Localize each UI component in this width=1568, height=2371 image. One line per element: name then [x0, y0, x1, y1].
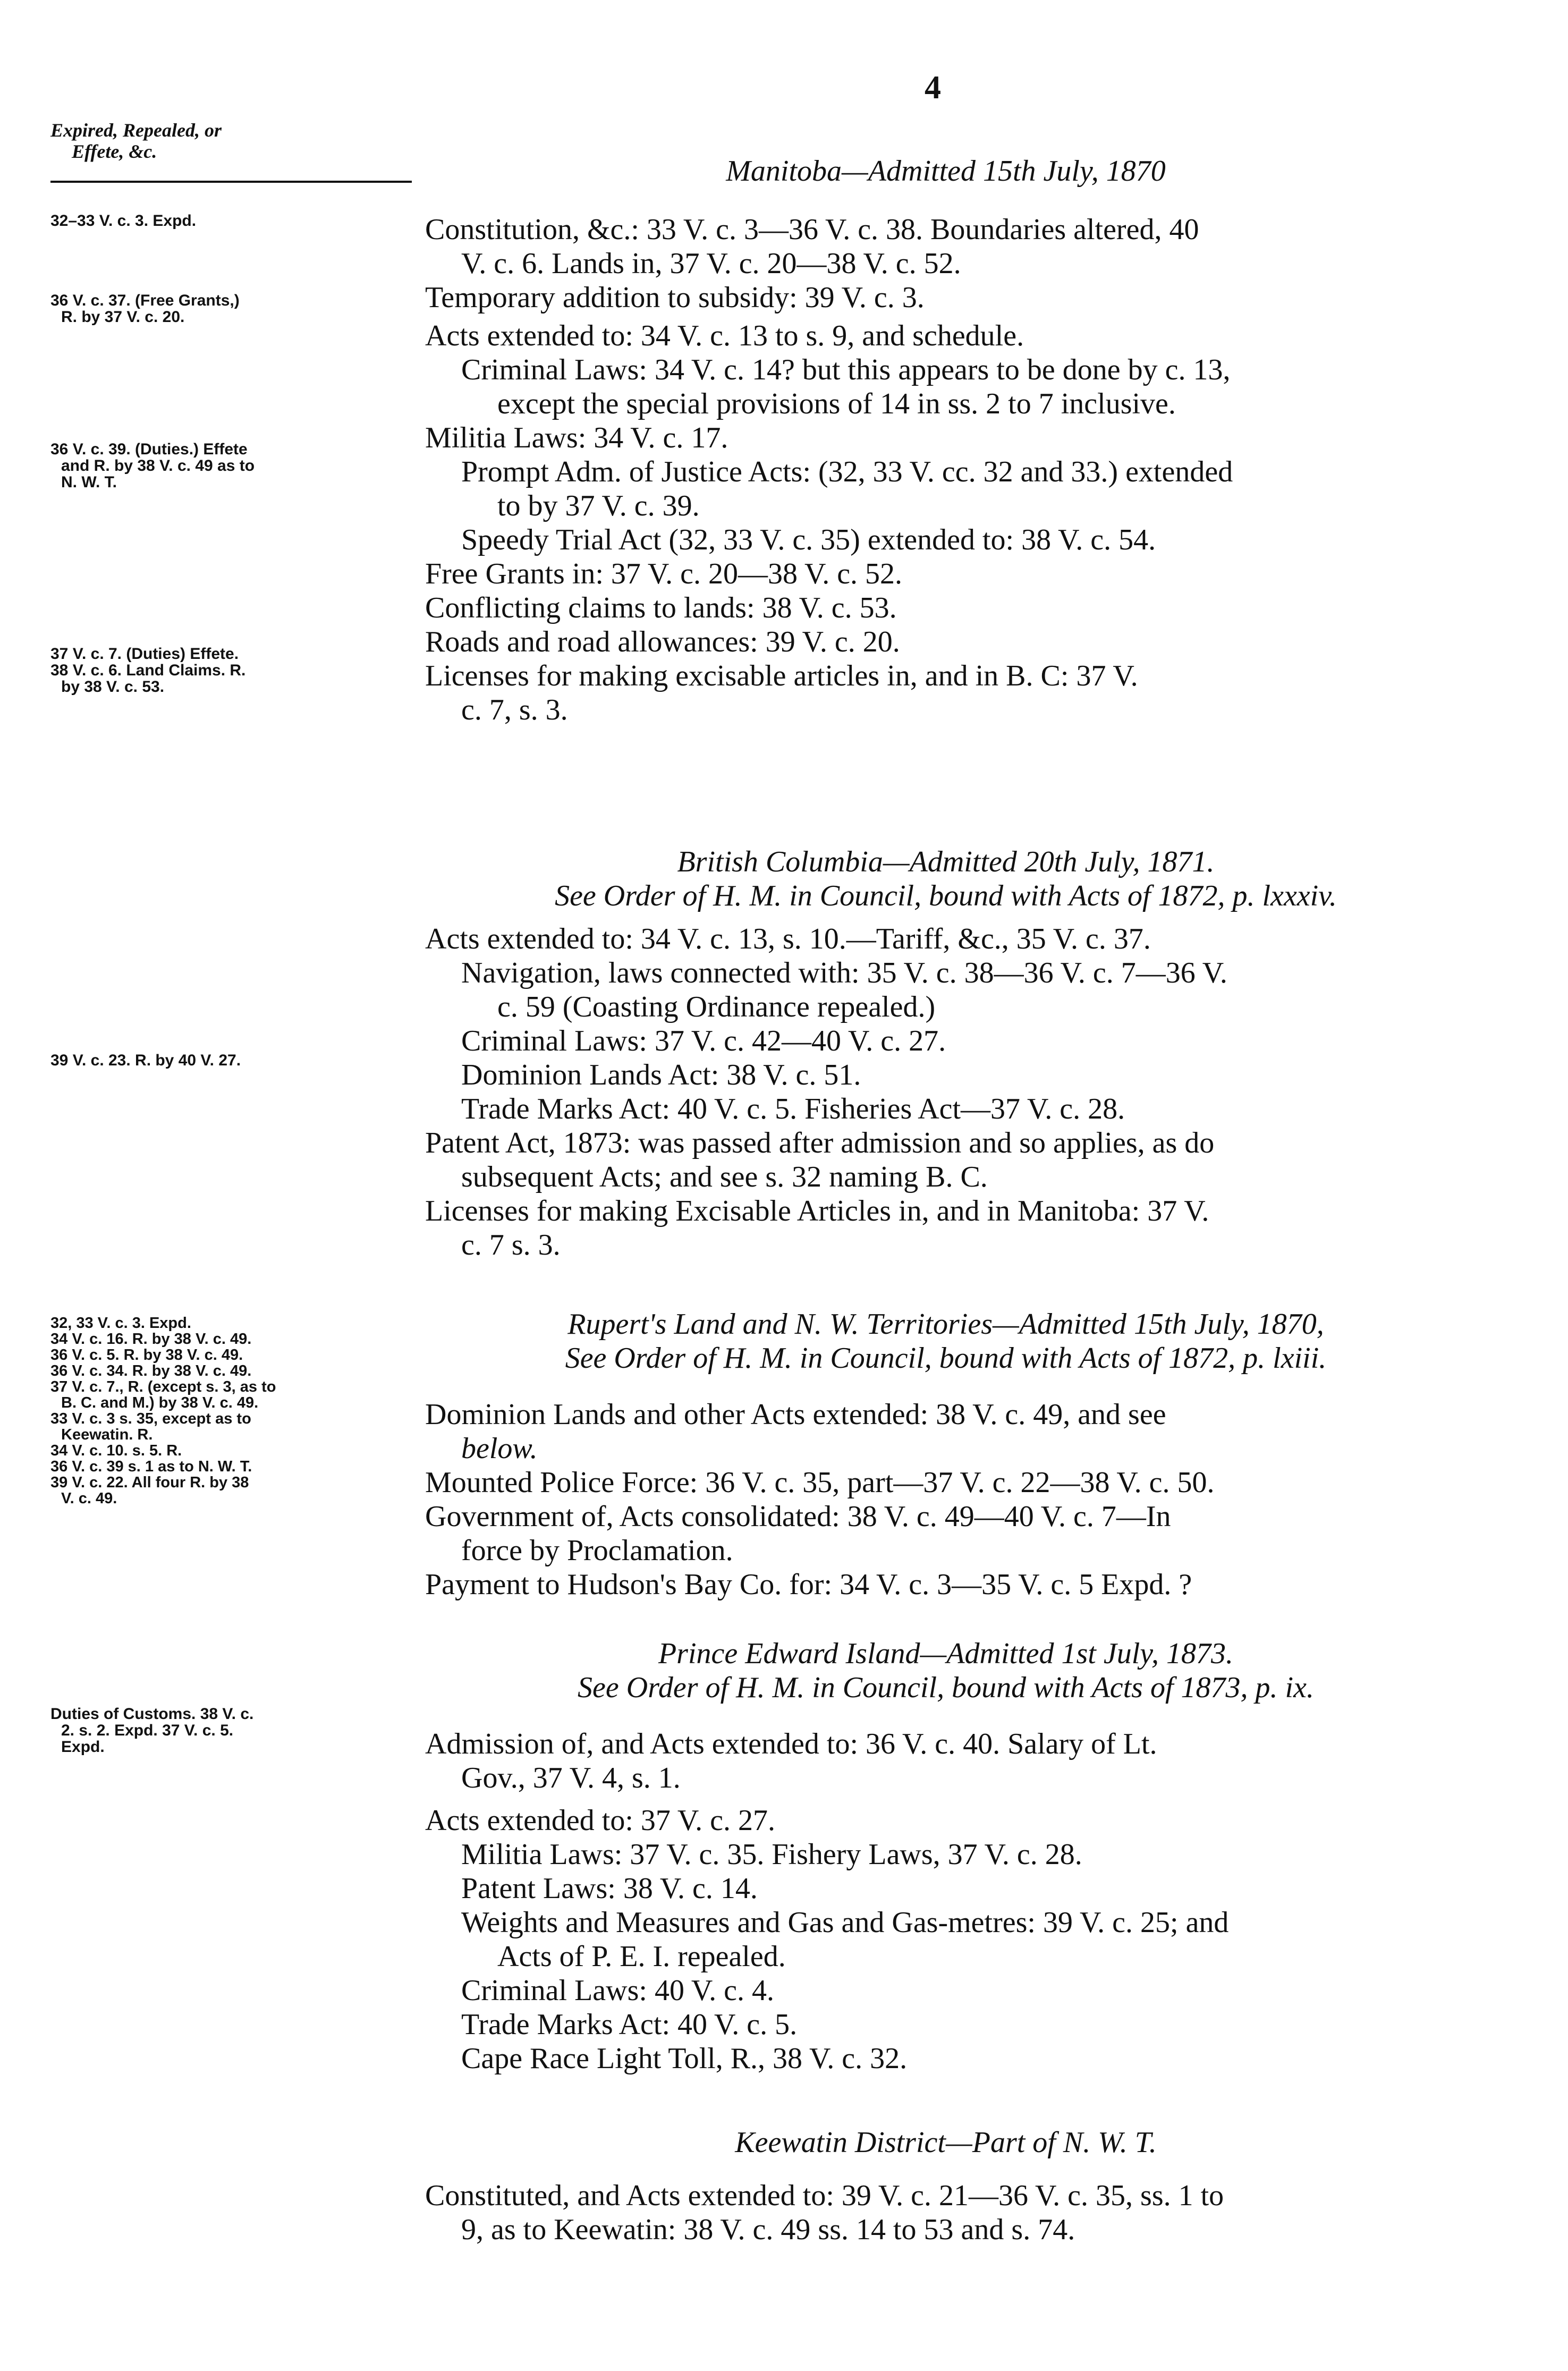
- entry-line: Roads and road allowances: 39 V. c. 20.: [425, 625, 900, 658]
- side-note: [50, 1315, 422, 1506]
- side-note-line: 36 V. c. 37. (Free Grants,): [50, 292, 240, 309]
- side-note-line: V. c. 49.: [61, 1490, 117, 1507]
- entry-line: Weights and Measures and Gas and Gas-metres: 39 V. c. 25; and: [461, 1906, 1229, 1939]
- side-note-line: Duties of Customs. 38 V. c.: [50, 1705, 254, 1723]
- entry-line: Licenses for making Excisable Articles in, and in Manitoba: 37 V.: [425, 1195, 1209, 1227]
- side-note: [50, 441, 422, 490]
- section-heading-manitoba: Manitoba—Admitted 15th July, 1870: [726, 155, 1166, 188]
- entry-line: Acts extended to: 34 V. c. 13, s. 10.—Tariff, &c., 35 V. c. 37.: [425, 922, 1151, 955]
- entry-line: Patent Laws: 38 V. c. 14.: [461, 1872, 758, 1905]
- section-heading-pei: Prince Edward Island—Admitted 1st July, 1873.: [658, 1637, 1234, 1670]
- entry-line: 9, as to Keewatin: 38 V. c. 49 ss. 14 to 53 and s. 74.: [461, 2213, 1075, 2246]
- section-heading-ruperts-land: Rupert's Land and N. W. Territories—Admitted 15th July, 1870,: [567, 1308, 1324, 1341]
- section-subheading-british-columbia: See Order of H. M. in Council, bound with Acts of 1872, p. lxxxiv.: [555, 879, 1337, 912]
- entry-line: force by Proclamation.: [461, 1534, 733, 1567]
- entry-line: Conflicting claims to lands: 38 V. c. 53.: [425, 591, 897, 624]
- section-body-british-columbia: [425, 922, 1467, 1262]
- entry-line: below.: [461, 1432, 538, 1465]
- margin-header-line: Effete, &c.: [72, 141, 157, 162]
- side-note-line: 36 V. c. 39 s. 1 as to N. W. T.: [50, 1458, 252, 1475]
- page-number: 4: [925, 70, 941, 106]
- side-note-line: 39 V. c. 23. R. by 40 V. 27.: [50, 1052, 241, 1069]
- side-note-line: 32, 33 V. c. 3. Expd.: [50, 1315, 191, 1332]
- side-note-line: N. W. T.: [61, 473, 117, 491]
- side-note: [50, 1052, 422, 1069]
- side-note: [50, 213, 422, 229]
- side-note-line: 34 V. c. 16. R. by 38 V. c. 49.: [50, 1331, 252, 1348]
- section-body-keewatin: [425, 2179, 1467, 2247]
- section-heading-keewatin: Keewatin District—Part of N. W. T.: [735, 2126, 1157, 2159]
- entry-line: Navigation, laws connected with: 35 V. c. 38—36 V. c. 7—36 V.: [461, 956, 1227, 989]
- entry-line: Free Grants in: 37 V. c. 20—38 V. c. 52.: [425, 557, 903, 590]
- entry-line: Trade Marks Act: 40 V. c. 5.: [461, 2008, 798, 2041]
- entry-line: Prompt Adm. of Justice Acts: (32, 33 V. cc. 32 and 33.) extended: [461, 455, 1233, 488]
- section-heading-british-columbia: British Columbia—Admitted 20th July, 1871.: [677, 845, 1215, 878]
- entry-line: Admission of, and Acts extended to: 36 V. c. 40. Salary of Lt.: [425, 1728, 1157, 1760]
- entry-line: Dominion Lands and other Acts extended: 38 V. c. 49, and see: [425, 1398, 1166, 1431]
- entry-line: Speedy Trial Act (32, 33 V. c. 35) extended to: 38 V. c. 54.: [461, 523, 1156, 556]
- entry-line: Acts extended to: 34 V. c. 13 to s. 9, and schedule.: [425, 319, 1024, 352]
- entry-line: Criminal Laws: 34 V. c. 14? but this appears to be done by c. 13,: [461, 353, 1231, 386]
- entry-line: Mounted Police Force: 36 V. c. 35, part—37 V. c. 22—38 V. c. 50.: [425, 1466, 1215, 1499]
- entry-line: Licenses for making excisable articles in, and in B. C: 37 V.: [425, 659, 1138, 692]
- margin-header-rule: [50, 181, 412, 183]
- side-note-line: B. C. and M.) by 38 V. c. 49.: [61, 1394, 259, 1411]
- side-note-line: 37 V. c. 7., R. (except s. 3, as to: [50, 1378, 276, 1395]
- section-body-pei: [425, 1727, 1467, 2076]
- entry-line: subsequent Acts; and see s. 32 naming B. C.: [461, 1161, 988, 1193]
- section-body-ruperts-land: [425, 1398, 1467, 1602]
- entry-line: Militia Laws: 37 V. c. 35. Fishery Laws, 37 V. c. 28.: [461, 1838, 1082, 1871]
- entry-line: V. c. 6. Lands in, 37 V. c. 20—38 V. c. 52.: [461, 247, 961, 280]
- side-note-line: Keewatin. R.: [61, 1426, 153, 1443]
- side-note-line: 33 V. c. 3 s. 35, except as to: [50, 1410, 251, 1427]
- section-body-manitoba: [425, 213, 1467, 727]
- entry-line: Militia Laws: 34 V. c. 17.: [425, 421, 728, 454]
- entry-line: Criminal Laws: 37 V. c. 42—40 V. c. 27.: [461, 1024, 946, 1057]
- entry-line: Trade Marks Act: 40 V. c. 5. Fisheries Act—37 V. c. 28.: [461, 1093, 1125, 1125]
- entry-line: Acts of P. E. I. repealed.: [497, 1940, 786, 1973]
- side-note-line: 32–33 V. c. 3. Expd.: [50, 212, 197, 230]
- entry-line: Constituted, and Acts extended to: 39 V. c. 21—36 V. c. 35, ss. 1 to: [425, 2179, 1224, 2212]
- section-subheading-pei: See Order of H. M. in Council, bound with Acts of 1873, p. ix.: [578, 1671, 1314, 1704]
- entry-line: to by 37 V. c. 39.: [497, 489, 700, 522]
- entry-line: Constitution, &c.: 33 V. c. 3—36 V. c. 38. Boundaries altered, 40: [425, 213, 1199, 246]
- side-note-line: 36 V. c. 34. R. by 38 V. c. 49.: [50, 1362, 252, 1379]
- side-note-line: and R. by 38 V. c. 49 as to: [61, 457, 255, 475]
- entry-line: Patent Act, 1873: was passed after admission and so applies, as do: [425, 1127, 1215, 1159]
- side-note-line: 36 V. c. 5. R. by 38 V. c. 49.: [50, 1347, 243, 1364]
- entry-line: c. 7 s. 3.: [461, 1229, 561, 1261]
- side-note-line: 2. s. 2. Expd. 37 V. c. 5.: [61, 1722, 234, 1739]
- entry-line: Cape Race Light Toll, R., 38 V. c. 32.: [461, 2042, 908, 2075]
- entry-line: c. 59 (Coasting Ordinance repealed.): [497, 990, 936, 1023]
- entry-line: Temporary addition to subsidy: 39 V. c. 3.: [425, 281, 925, 314]
- margin-column-header: [50, 120, 412, 162]
- entry-line: Payment to Hudson's Bay Co. for: 34 V. c. 3—35 V. c. 5 Expd. ?: [425, 1568, 1192, 1601]
- section-subheading-ruperts-land: See Order of H. M. in Council, bound with Acts of 1872, p. lxiii.: [565, 1342, 1327, 1375]
- side-note-line: R. by 37 V. c. 20.: [61, 308, 185, 326]
- side-note-line: 34 V. c. 10. s. 5. R.: [50, 1442, 182, 1459]
- side-note: [50, 646, 422, 695]
- entry-line: Government of, Acts consolidated: 38 V. c. 49—40 V. c. 7—In: [425, 1500, 1171, 1533]
- entry-line: c. 7, s. 3.: [461, 693, 568, 726]
- side-note: [50, 292, 422, 325]
- entry-line: Dominion Lands Act: 38 V. c. 51.: [461, 1059, 861, 1091]
- side-note: [50, 1706, 422, 1755]
- side-note-line: 39 V. c. 22. All four R. by 38: [50, 1474, 249, 1491]
- side-note-line: 37 V. c. 7. (Duties) Effete.: [50, 645, 239, 663]
- entry-line: Criminal Laws: 40 V. c. 4.: [461, 1974, 775, 2007]
- entry-line: except the special provisions of 14 in ss. 2 to 7 inclusive.: [497, 387, 1176, 420]
- side-note-line: 36 V. c. 39. (Duties.) Effete: [50, 441, 248, 458]
- side-note-line: by 38 V. c. 53.: [61, 678, 165, 696]
- entry-line: Acts extended to: 37 V. c. 27.: [425, 1804, 775, 1837]
- entry-line: Gov., 37 V. 4, s. 1.: [461, 1762, 681, 1794]
- side-note-line: Expd.: [61, 1738, 105, 1756]
- side-note-line: 38 V. c. 6. Land Claims. R.: [50, 662, 246, 679]
- margin-header-line: Expired, Repealed, or: [50, 120, 222, 141]
